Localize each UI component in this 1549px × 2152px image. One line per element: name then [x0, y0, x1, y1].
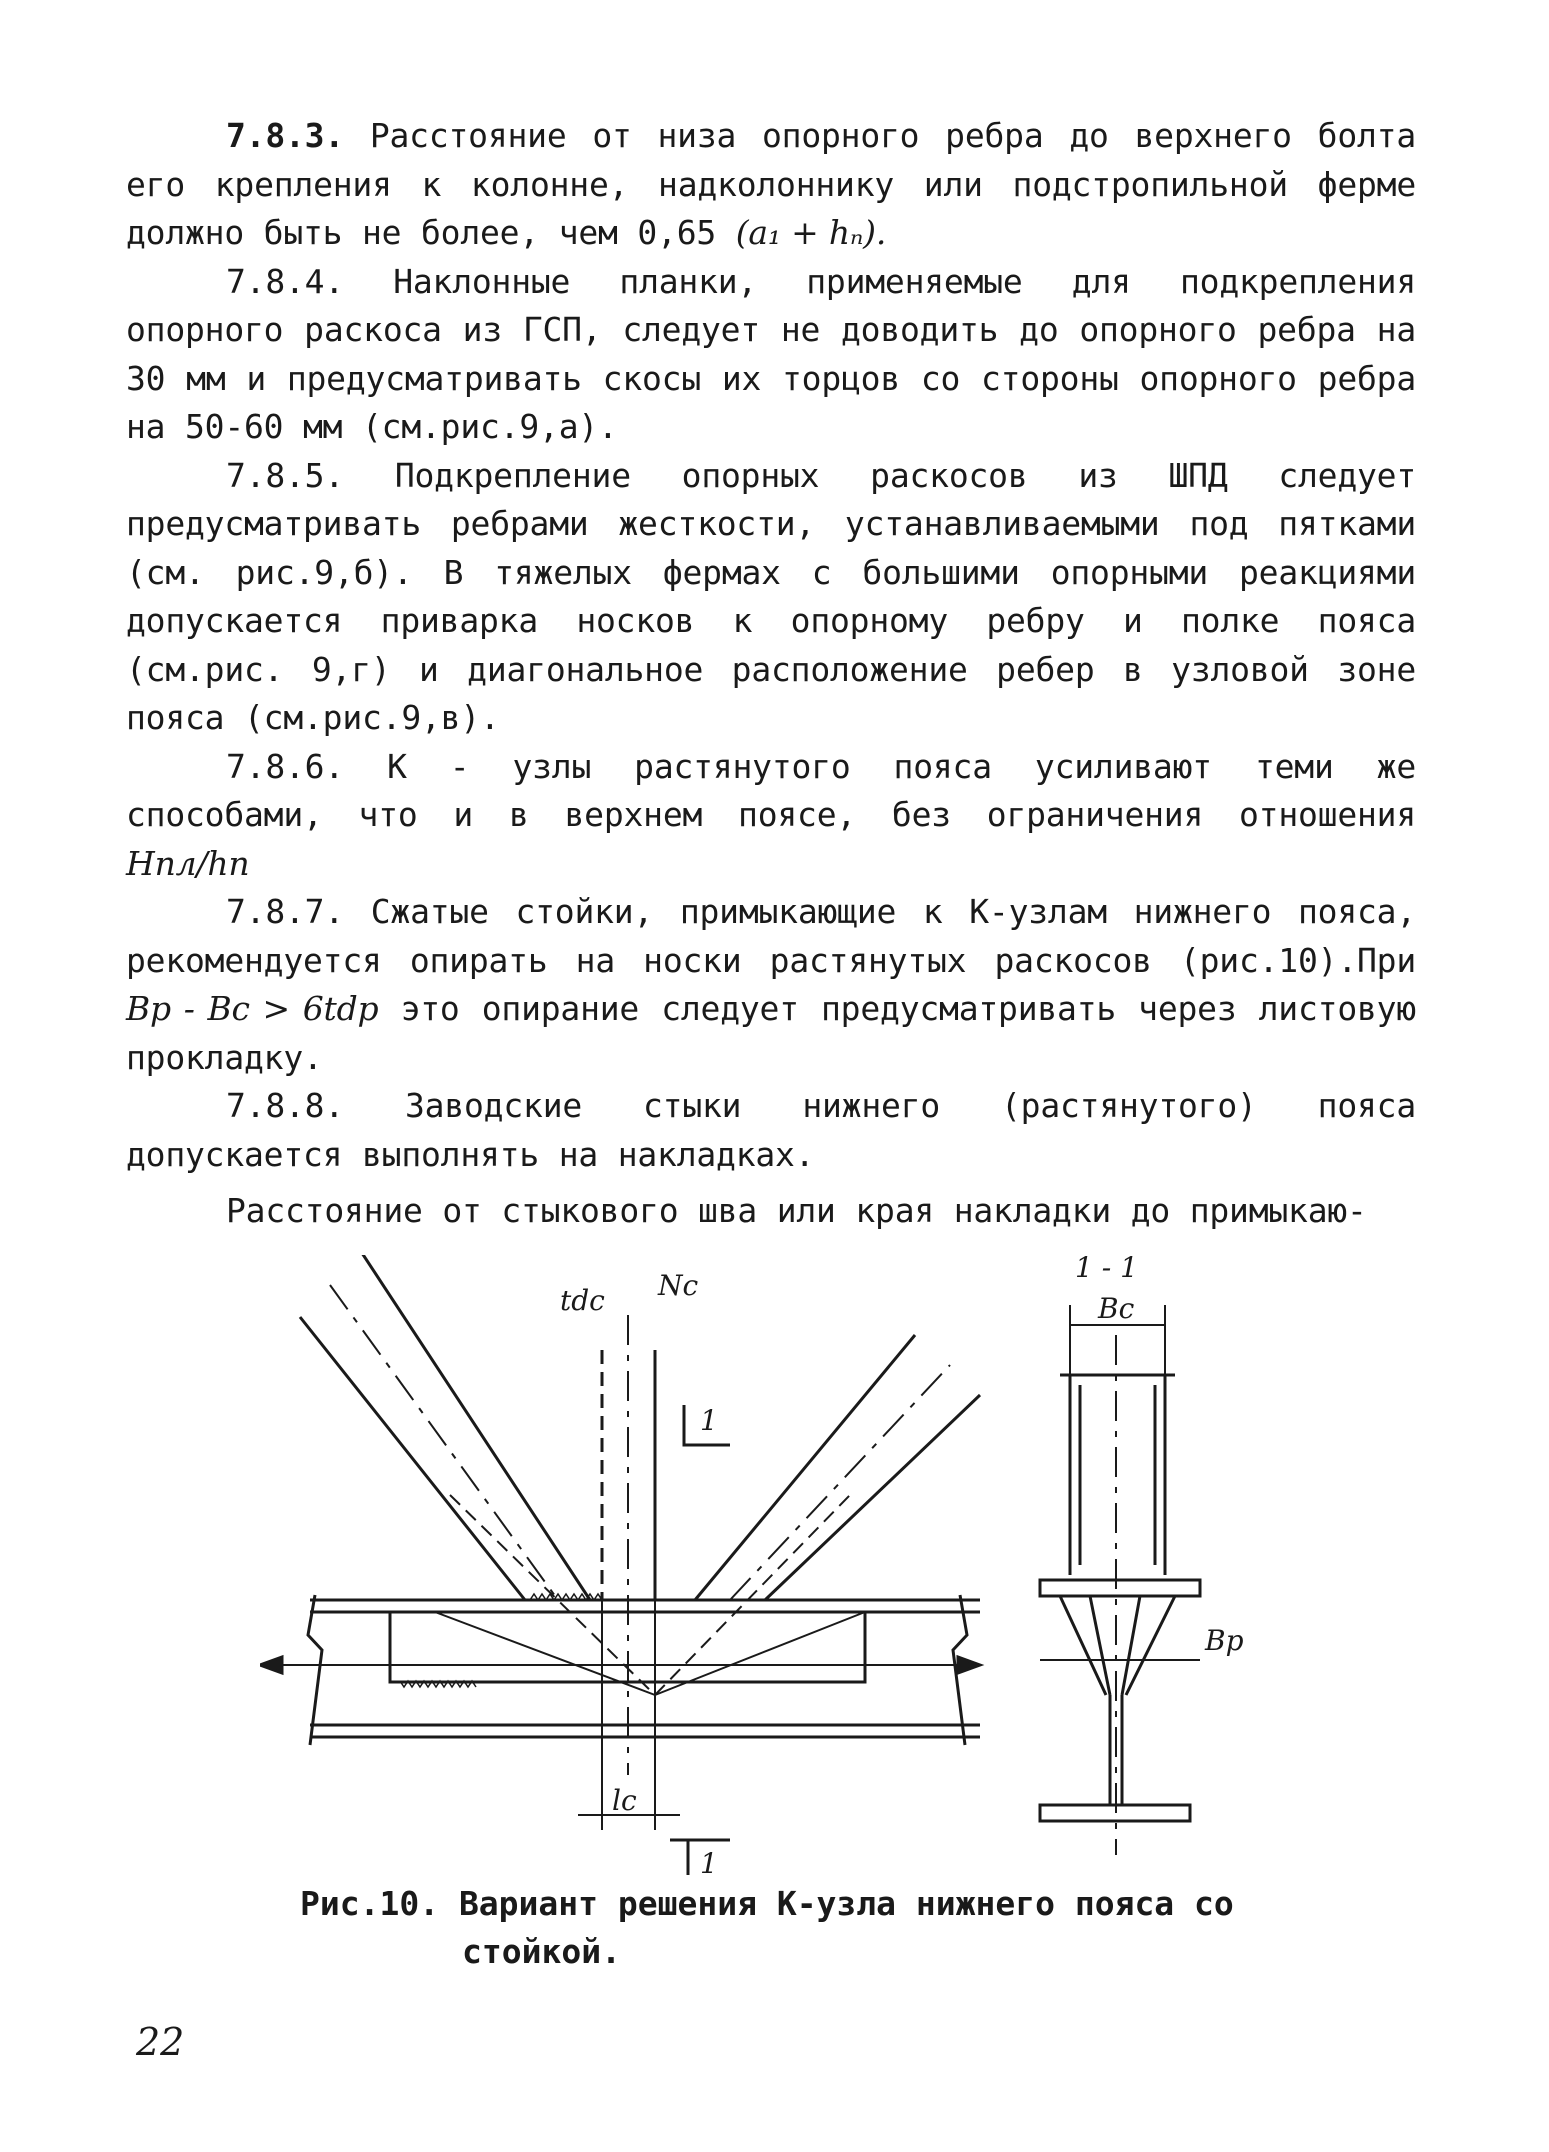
label-tdc: tdc [560, 1284, 605, 1317]
clause-text: К - узлы растянутого пояса усиливают теми же способами, что и в верхнем поясе, без ограничения отношения [126, 746, 1416, 834]
formula: Bр - Bс > 6tdp [126, 989, 379, 1028]
paragraph-7-8-3 [126, 112, 1416, 258]
clause-number: 7.8.7. [226, 892, 345, 931]
clause-text: Подкрепление опорных раскосов из ШПД следует предусматривать ребрами жесткости, устанавливаемыми под пятками (см. рис.9,б). В тяжелых фермах с большими опорными реакциями допускается приварка носков к опорному ребру и полке пояса (см.рис. 9,г) и диагональное расположение ребер в узловой зоне пояса (см.рис.9,в). [126, 455, 1416, 737]
clause-text: Наклонные планки, применяемые для подкрепления опорного раскоса из ГСП, следует не доводить до опорного ребра на 30 мм и предусматривать скосы их торцов со стороны опорного ребра на 50-60 мм (см.рис.9,а). [126, 261, 1416, 446]
section-1-1 [1040, 1305, 1200, 1855]
label-cut-1: 1 [700, 1404, 718, 1437]
figure-caption [300, 1880, 1300, 1976]
page-number: 22 [136, 2020, 185, 2064]
clause-number: 7.8.3. [226, 116, 345, 155]
paragraph-7-8-6 [126, 743, 1416, 889]
clause-text: Сжатые стойки, примыкающие к К-узлам нижнего пояса, рекомендуется опирать на носки растянутых раскосов (рис.10).При [126, 892, 1417, 980]
paragraph-7-8-7 [126, 888, 1416, 1082]
caption-line-2: стойкой. [462, 1932, 621, 1971]
label-bc: Bc [1098, 1292, 1135, 1325]
clause-text-continued: это опирание следует предусматривать через листовую прокладку. [126, 989, 1416, 1077]
clause-text: Расстояние от низа опорного ребра до верхнего болта его крепления к колонне, надколоннику или подстропильной ферме должно быть не более, чем 0,65 [126, 116, 1416, 252]
caption-line-1: Рис.10. Вариант решения К-узла нижнего пояса со [300, 1884, 1234, 1923]
formula: (a₁ + hₙ). [735, 213, 887, 252]
clause-number: 7.8.4. [226, 261, 345, 301]
label-lc: lc [612, 1784, 637, 1817]
label-section-1-1: 1 - 1 [1075, 1255, 1138, 1284]
figure-10 [260, 1255, 1340, 1875]
label-bp: Bр [1205, 1624, 1244, 1657]
clause-number: 7.8.6. [226, 746, 345, 786]
body-text [126, 112, 1416, 1236]
clause-text: Заводские стыки нижнего (растянутого) пояса допускается выполнять на накладках. [126, 1086, 1417, 1174]
k-node-drawing [260, 1255, 1340, 1875]
main-elevation [260, 1255, 980, 1875]
paragraph-distance [126, 1187, 1416, 1236]
paragraph-7-8-4 [126, 258, 1416, 452]
clause-number: 7.8.8. [226, 1086, 345, 1125]
clause-number: 7.8.5. [226, 455, 345, 495]
label-nc: Nc [658, 1269, 699, 1302]
clause-text: Расстояние от стыкового шва или края накладки до примыкаю- [226, 1191, 1367, 1230]
formula: Hпл/hп [126, 843, 250, 883]
label-cut-1-bottom: 1 [700, 1847, 718, 1875]
paragraph-7-8-5 [126, 452, 1416, 743]
paragraph-7-8-8 [126, 1082, 1416, 1179]
